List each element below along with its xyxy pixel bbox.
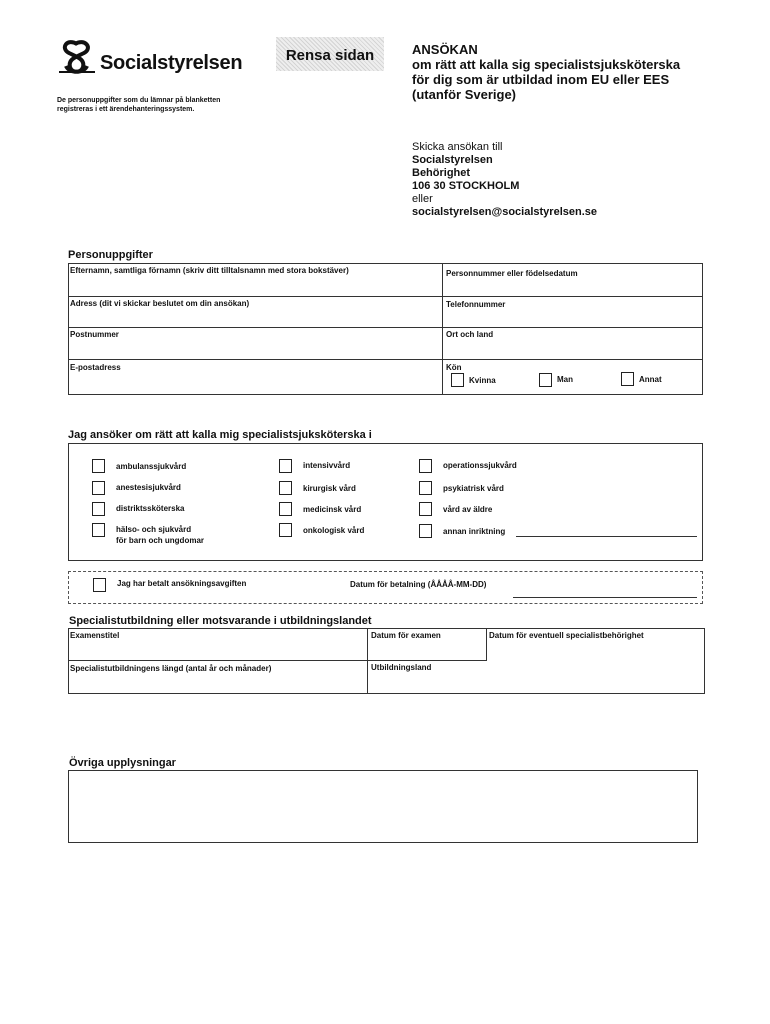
gender-kvinna-checkbox[interactable] xyxy=(451,373,464,387)
send-email: socialstyrelsen@socialstyrelsen.se xyxy=(412,206,598,218)
checkbox-halso-sjukvard[interactable] xyxy=(92,523,105,537)
label-paid-fee: Jag har betalt ansökningsavgiften xyxy=(117,579,247,588)
label-annan-inriktning: annan inriktning xyxy=(443,527,506,536)
divider xyxy=(367,628,368,694)
gender-annat-label: Annat xyxy=(639,375,662,384)
gender-man-checkbox[interactable] xyxy=(539,373,552,387)
specialist-date-field[interactable]: Datum för eventuell specialistbehörighet xyxy=(489,631,644,640)
checkbox-anestesisjukvard[interactable] xyxy=(92,481,105,495)
education-country-field[interactable]: Utbildningsland xyxy=(371,663,432,672)
label-vard-av-aldre: vård av äldre xyxy=(443,505,493,514)
form-heading xyxy=(412,42,680,102)
label-intensivvard: intensivvård xyxy=(303,461,351,470)
socialstyrelsen-logo-icon xyxy=(57,40,97,74)
divider xyxy=(486,628,487,661)
label-payment-date: Datum för betalning (ÅÅÅÅ-MM-DD) xyxy=(350,580,487,589)
divider xyxy=(68,359,703,360)
label-onkologisk-vard: onkologisk vård xyxy=(303,526,365,535)
send-intro: Skicka ansökan till xyxy=(412,141,503,153)
ort-field[interactable]: Ort och land xyxy=(446,330,494,339)
divider xyxy=(68,296,703,297)
personal-section-title: Personuppgifter xyxy=(68,249,153,261)
checkbox-paid-fee[interactable] xyxy=(93,578,106,592)
gender-kvinna-label: Kvinna xyxy=(469,376,496,385)
label-medicinsk-vard: medicinsk vård xyxy=(303,505,362,514)
phone-field[interactable]: Telefonnummer xyxy=(446,300,506,309)
checkbox-medicinsk-vard[interactable] xyxy=(279,502,292,516)
divider xyxy=(68,327,703,328)
exam-date-field[interactable]: Datum för examen xyxy=(371,631,441,640)
heading-line: för dig som är utbildad inom EU eller EES xyxy=(412,72,670,87)
clear-page-button[interactable]: Rensa sidan xyxy=(276,37,384,71)
heading-line: om rätt att kalla sig specialistsjuksköterska xyxy=(412,57,681,72)
personnummer-field[interactable]: Personnummer eller födelsedatum xyxy=(446,269,578,278)
gender-man-label: Man xyxy=(557,375,573,384)
checkbox-intensivvard[interactable] xyxy=(279,459,292,473)
checkbox-psykiatrisk-vard[interactable] xyxy=(419,481,432,495)
name-field[interactable]: Efternamn, samtliga förnamn (skriv ditt tilltalsnamn med stora bokstäver) xyxy=(70,266,349,275)
checkbox-annan-inriktning[interactable] xyxy=(419,524,432,538)
address-field[interactable]: Adress (dit vi skickar beslutet om din ansökan) xyxy=(70,299,250,308)
other-info-textarea[interactable] xyxy=(68,770,698,843)
logo-text: Socialstyrelsen xyxy=(100,52,243,74)
send-dept: Behörighet xyxy=(412,167,471,179)
education-length-field[interactable]: Specialistutbildningens längd (antal år och månader) xyxy=(70,664,272,673)
heading-line: ANSÖKAN xyxy=(412,42,478,57)
personal-table xyxy=(68,263,703,395)
exam-title-field[interactable]: Examenstitel xyxy=(70,631,120,640)
send-or: eller xyxy=(412,193,433,205)
label-operationssjukvard: operationssjukvård xyxy=(443,461,517,470)
label-psykiatrisk-vard: psykiatrisk vård xyxy=(443,484,504,493)
specialties-section-title: Jag ansöker om rätt att kalla mig specialistsjuksköterska i xyxy=(68,429,372,441)
checkbox-kirurgisk-vard[interactable] xyxy=(279,481,292,495)
send-city: 106 30 STOCKHOLM xyxy=(412,180,520,192)
postnummer-field[interactable]: Postnummer xyxy=(70,330,119,339)
gender-label: Kön xyxy=(446,363,462,372)
checkbox-distriktsskoterska[interactable] xyxy=(92,502,105,516)
email-field[interactable]: E-postadress xyxy=(70,363,121,372)
label-ambulanssjukvard: ambulanssjukvård xyxy=(116,462,187,471)
education-section-title: Specialistutbildning eller motsvarande i utbildningslandet xyxy=(69,615,372,627)
other-section-title: Övriga upplysningar xyxy=(69,757,176,769)
label-halso-sjukvard: hälso- och sjukvård xyxy=(116,525,192,534)
send-org: Socialstyrelsen xyxy=(412,154,493,166)
checkbox-ambulanssjukvard[interactable] xyxy=(92,459,105,473)
privacy-note: De personuppgifter som du lämnar på blanketten registreras i ett ärendehanteringssystem. xyxy=(57,97,221,113)
annan-inriktning-line[interactable] xyxy=(516,536,697,537)
send-address-block xyxy=(412,141,597,219)
label-distriktsskoterska: distriktssköterska xyxy=(116,504,185,513)
heading-line: (utanför Sverige) xyxy=(412,87,517,102)
divider xyxy=(442,263,443,395)
checkbox-onkologisk-vard[interactable] xyxy=(279,523,292,537)
label-kirurgisk-vard: kirurgisk vård xyxy=(303,484,356,493)
checkbox-operationssjukvard[interactable] xyxy=(419,459,432,473)
label-halso-sjukvard-line2: för barn och ungdomar xyxy=(116,536,204,545)
checkbox-vard-av-aldre[interactable] xyxy=(419,502,432,516)
divider xyxy=(68,660,486,661)
payment-date-line[interactable] xyxy=(513,597,697,598)
label-anestesisjukvard: anestesisjukvård xyxy=(116,483,181,492)
gender-annat-checkbox[interactable] xyxy=(621,372,634,386)
